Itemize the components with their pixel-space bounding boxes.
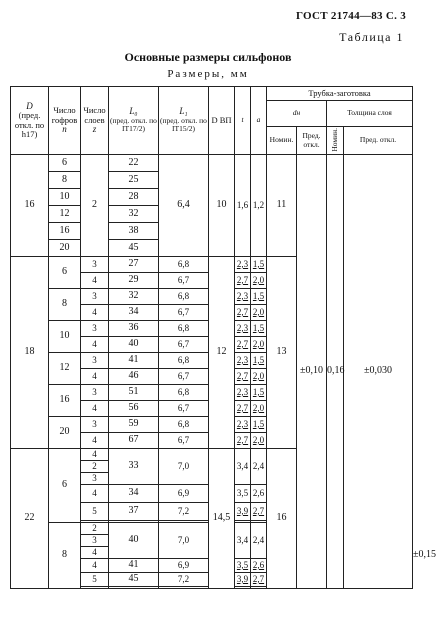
cell-t: 3,9 — [235, 573, 251, 587]
cell-z: 4 — [81, 401, 109, 417]
cell-z: 2 — [81, 523, 109, 535]
cell-z: 4 — [81, 337, 109, 353]
cell-L0: 38 — [109, 223, 159, 240]
cell-L0: 37 — [109, 503, 159, 521]
cell-t: 3,4 — [235, 449, 251, 485]
cell-L1: 6,8 — [159, 385, 209, 401]
cell-t: 2,7 — [235, 305, 251, 321]
col-n: Число гофров n — [49, 87, 81, 155]
cell-z: 4 — [81, 305, 109, 321]
cell-n: 16 — [49, 223, 81, 240]
cell-D: 18 — [11, 257, 49, 449]
cell-L0: 45 — [109, 240, 159, 257]
cell-L1: 6,7 — [159, 401, 209, 417]
col-dn-pred: Пред. откл. — [297, 127, 327, 155]
cell-L0: 40 — [109, 523, 159, 559]
cell-a: 2,6 — [251, 559, 267, 573]
cell-L0: 67 — [109, 433, 159, 449]
cell-L0: 56 — [109, 401, 159, 417]
cell-L0: 25 — [109, 172, 159, 189]
cell-z: 3 — [81, 289, 109, 305]
cell-L0: 22 — [109, 155, 159, 172]
cell-L1: 6,7 — [159, 305, 209, 321]
col-D: D (пред. откл. по h17) — [11, 87, 49, 155]
cell-L1: 6,9 — [159, 559, 209, 573]
cell-t: 3,9 — [235, 503, 251, 521]
col-dn: dн — [267, 101, 327, 127]
cell-z: 3 — [81, 353, 109, 369]
cell-Dvp: 12 — [209, 257, 235, 449]
cell-z: 4 — [81, 449, 109, 461]
col-Dvp: D ВП — [209, 87, 235, 155]
cell-z: 5 — [81, 573, 109, 587]
cell-n: 8 — [49, 172, 81, 189]
cell-n: 20 — [49, 240, 81, 257]
col-thickness: Толщина слоя — [327, 101, 413, 127]
cell-z: 4 — [81, 547, 109, 559]
cell-L0: 41 — [109, 559, 159, 573]
cell-n: 6 — [49, 155, 81, 172]
col-t: t — [235, 87, 251, 155]
cell-dn: 16 — [267, 449, 297, 589]
col-thick-nom: Номин. — [327, 127, 344, 155]
cell-L1: 6,7 — [159, 337, 209, 353]
cell-t: 2,3 — [235, 257, 251, 273]
col-z: Число слоев z — [81, 87, 109, 155]
cell-L1-spacer — [159, 587, 209, 589]
cell-L1: 6,7 — [159, 273, 209, 289]
table-title: Основные размеры сильфонов — [124, 50, 292, 64]
cell-t: 2,3 — [235, 385, 251, 401]
cell-n: 10 — [49, 321, 81, 353]
cell-L1: 6,7 — [159, 369, 209, 385]
cell-t: 2,7 — [235, 401, 251, 417]
cell-t: 3,4 — [235, 523, 251, 559]
cell-a: 1,2 — [251, 155, 267, 257]
cell-t: 2,3 — [235, 353, 251, 369]
cell-L1: 6,8 — [159, 353, 209, 369]
cell-z: 3 — [81, 473, 109, 485]
cell-t: 2,7 — [235, 433, 251, 449]
cell-t: 1,6 — [235, 155, 251, 257]
cell-t: 2,7 — [235, 369, 251, 385]
cell-L1: 6,8 — [159, 417, 209, 433]
cell-a: 2,0 — [251, 337, 267, 353]
cell-pred: ±0,10 — [297, 155, 327, 589]
bellows-dimensions-table: D (пред. откл. по h17) Число гофров n Число слоев z L₀ (пред. откл. по IT17/2) L₁ (пред. откл. по IT15/2) D ВП t a Трубка-заготовка dн Толщина слоя Номин. Пред. откл. Номин. Пред. откл. 16 6 2 22 6,4 10 1,6 1,2 11 ±0,10 0,16 ±0,030 8 25 10 28 12 32 16 38 20 45 18 6 3 27 6,8 12 2,3 1,5 13 4 29 6,7 2,7 2,0 8 3 32 6,8 2,3 1,5 4 34 6,7 2,7 2,0 10 3 36 6,8 2,3 1,5 4 40 6,7 2,7 2,0 12 3 41 6,8 2,3 1,5 4 46 6,7 2,7 2,0 16 3 51 6,8 2,3 1,5 4 56 6,7 2,7 2,0 20 3 59 6,8 2,3 1,5 4 67 6,7 2,7 2,0 22 6 4 33 7,0 14,5 3,4 2,4 16 2 3 4 34 6,9 3,5 2,6 5 37 7,2 3,9 2,7 8 2 40 7,0 3,4 2,4 ±0,15 3 4 4 41 6,9 3,5 2,6 5 45 7,2 3,9 2,7 — [10, 86, 413, 589]
cell-a: 2,0 — [251, 401, 267, 417]
cell-a: 2,0 — [251, 433, 267, 449]
cell-n: 6 — [49, 257, 81, 289]
cell-L0: 29 — [109, 273, 159, 289]
cell-a: 1,5 — [251, 257, 267, 273]
cell-L0: 34 — [109, 485, 159, 503]
page-header: ГОСТ 21744—83 С. 3 — [295, 10, 406, 22]
cell-a: 2,7 — [251, 503, 267, 521]
cell-L1: 7,0 — [159, 523, 209, 559]
cell-n: 10 — [49, 189, 81, 206]
cell-a: 2,4 — [251, 523, 267, 559]
cell-z: 4 — [81, 369, 109, 385]
cell-L1: 6,8 — [159, 289, 209, 305]
table-subtitle: Размеры, мм — [167, 68, 249, 80]
cell-n: 8 — [49, 289, 81, 321]
cell-z: 4 — [81, 273, 109, 289]
col-dn-nom: Номин. — [267, 127, 297, 155]
cell-L0: 40 — [109, 337, 159, 353]
cell-t-spacer — [235, 587, 251, 589]
cell-L0: 27 — [109, 257, 159, 273]
cell-thick: 0,16 — [327, 155, 344, 589]
cell-a: 1,5 — [251, 289, 267, 305]
cell-L0: 36 — [109, 321, 159, 337]
col-tube: Трубка-заготовка — [267, 87, 413, 101]
cell-L1: 7,2 — [159, 573, 209, 587]
cell-dn: 13 — [267, 257, 297, 449]
cell-L1: 6,4 — [159, 155, 209, 257]
cell-z: 3 — [81, 321, 109, 337]
cell-n: 16 — [49, 385, 81, 417]
col-thick-pred: Пред. откл. — [344, 127, 413, 155]
cell-L1: 7,2 — [159, 503, 209, 521]
cell-n: 8 — [49, 523, 81, 589]
cell-L0: 33 — [109, 449, 159, 485]
cell-a: 2,6 — [251, 485, 267, 503]
col-a: a — [251, 87, 267, 155]
cell-t: 2,7 — [235, 273, 251, 289]
cell-L0: 32 — [109, 289, 159, 305]
cell-D: 22 — [11, 449, 49, 589]
cell-t: 2,3 — [235, 321, 251, 337]
cell-L0: 46 — [109, 369, 159, 385]
cell-Dvp: 14,5 — [209, 449, 235, 589]
cell-z: 3 — [81, 385, 109, 401]
table-label: Таблица 1 — [339, 30, 404, 44]
cell-L0: 59 — [109, 417, 159, 433]
cell-L1: 7,0 — [159, 449, 209, 485]
cell-L0: 45 — [109, 573, 159, 587]
cell-Dvp: 10 — [209, 155, 235, 257]
cell-n: 20 — [49, 417, 81, 449]
cell-a: 1,5 — [251, 417, 267, 433]
cell-n: 12 — [49, 206, 81, 223]
cell-a: 1,5 — [251, 321, 267, 337]
cell-L0: 51 — [109, 385, 159, 401]
cell-z: 3 — [81, 417, 109, 433]
cell-n: 12 — [49, 353, 81, 385]
cell-a-spacer — [251, 587, 267, 589]
cell-L0: 28 — [109, 189, 159, 206]
cell-a: 2,0 — [251, 273, 267, 289]
cell-z: 5 — [81, 503, 109, 521]
cell-D: 16 — [11, 155, 49, 257]
cell-a: 1,5 — [251, 385, 267, 401]
cell-L0: 32 — [109, 206, 159, 223]
cell-z: 4 — [81, 433, 109, 449]
cell-dn: 11 — [267, 155, 297, 257]
cell-a: 2,7 — [251, 573, 267, 587]
cell-z: 3 — [81, 257, 109, 273]
cell-t: 3,5 — [235, 559, 251, 573]
col-L1: L₁ (пред. откл. по IT15/2) — [159, 87, 209, 155]
cell-thick-pred: ±0,030 — [344, 155, 413, 589]
cell-a: 2,4 — [251, 449, 267, 485]
cell-z: 2 — [81, 461, 109, 473]
cell-z: 3 — [81, 535, 109, 547]
cell-t: 2,7 — [235, 337, 251, 353]
cell-z: 4 — [81, 559, 109, 573]
cell-z: 2 — [81, 155, 109, 257]
cell-L0: 34 — [109, 305, 159, 321]
cell-L0-spacer — [109, 587, 159, 589]
cell-a: 2,0 — [251, 369, 267, 385]
cell-L1: 6,7 — [159, 433, 209, 449]
cell-z-spacer — [81, 587, 109, 589]
cell-L0: 41 — [109, 353, 159, 369]
cell-t: 2,3 — [235, 289, 251, 305]
cell-z: 4 — [81, 485, 109, 503]
cell-a: 2,0 — [251, 305, 267, 321]
col-L0: L₀ (пред. откл. по IT17/2) — [109, 87, 159, 155]
cell-t: 2,3 — [235, 417, 251, 433]
cell-t: 3,5 — [235, 485, 251, 503]
cell-L1: 6,8 — [159, 257, 209, 273]
cell-n: 6 — [49, 449, 81, 523]
cell-L1: 6,8 — [159, 321, 209, 337]
cell-L1: 6,9 — [159, 485, 209, 503]
cell-a: 1,5 — [251, 353, 267, 369]
